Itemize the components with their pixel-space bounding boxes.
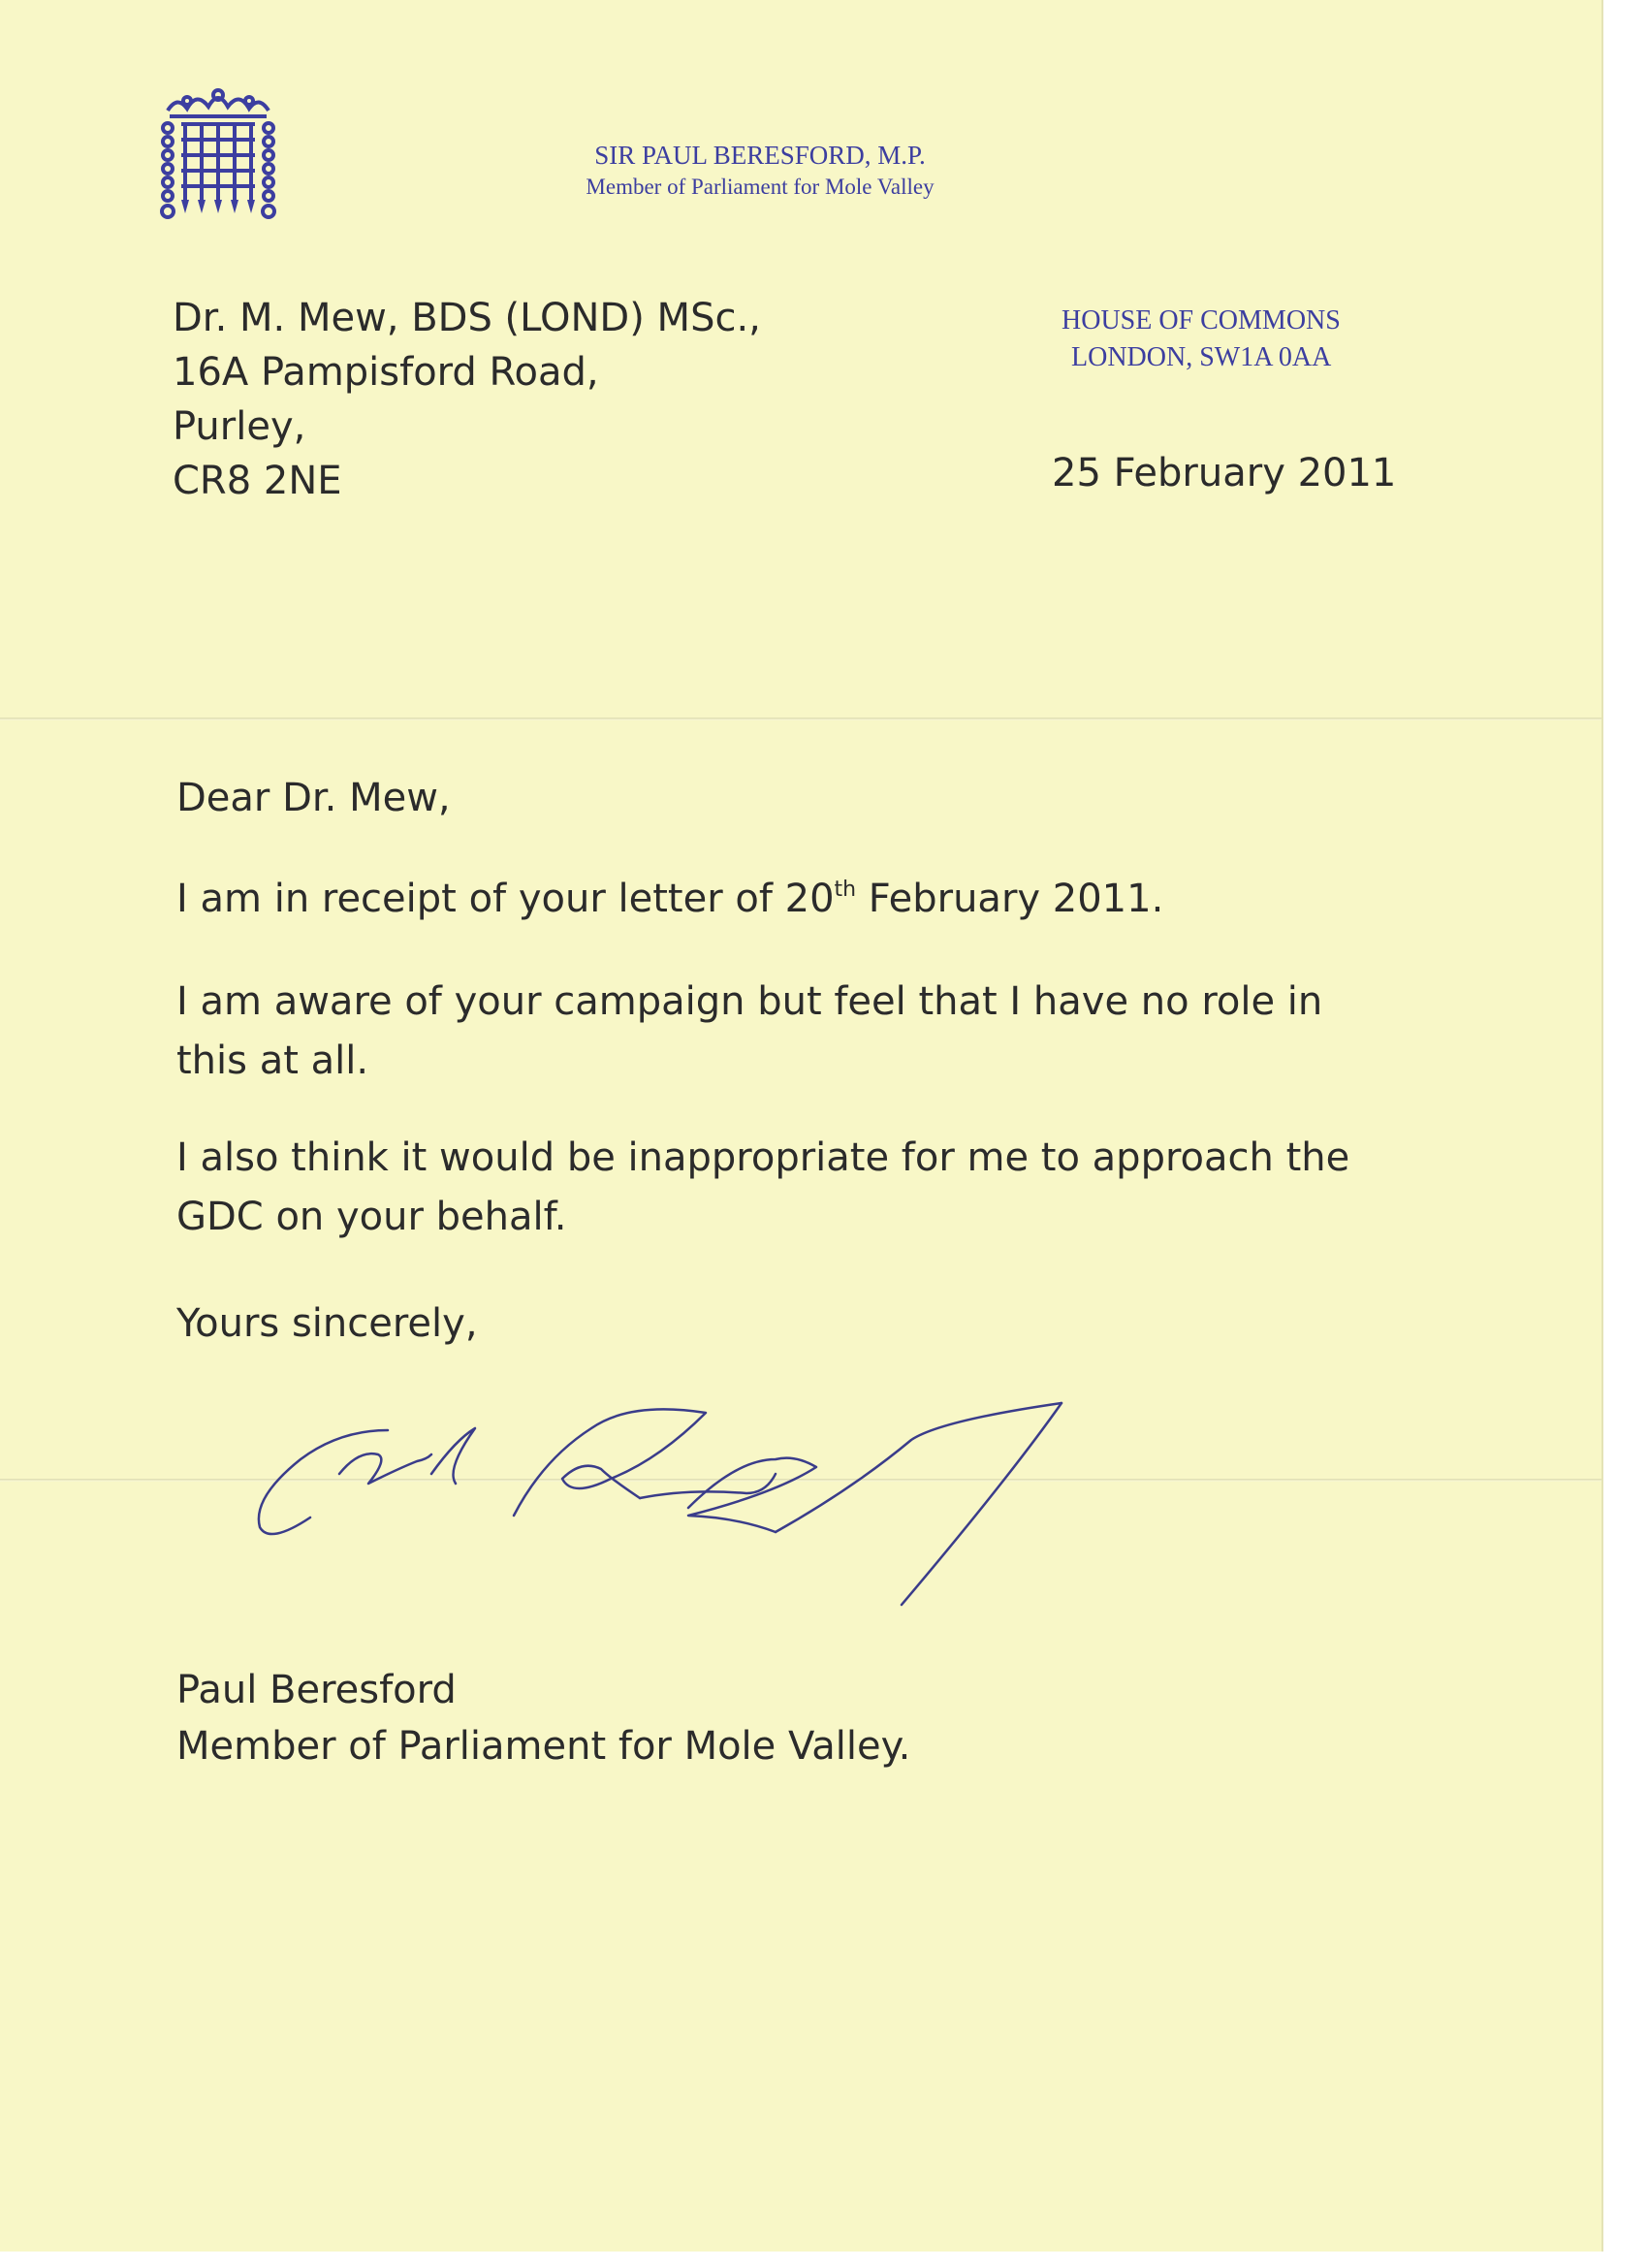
recipient-line-2: 16A Pampisford Road, [173, 350, 599, 395]
paragraph-2-line-2: this at all. [176, 1038, 369, 1083]
closing: Yours sincerely, [176, 1301, 478, 1346]
paragraph-3-line-1: I also think it would be inappropriate for me to approach the [176, 1135, 1350, 1180]
office-line-1: HOUSE OF COMMONS [1062, 305, 1341, 335]
paragraph-2 [176, 973, 1322, 1091]
paragraph-1-rest: February 2011. [856, 877, 1164, 921]
signatory-title: Member of Parliament for Mole Valley. [176, 1724, 911, 1769]
signatory-block [176, 1662, 910, 1774]
paragraph-3 [176, 1129, 1349, 1247]
paragraph-2-line-1: I am aware of your campaign but feel that I have no role in [176, 979, 1323, 1024]
paragraph-1-text: I am in receipt of your letter of 20 [176, 877, 835, 921]
ordinal-suffix: th [834, 878, 857, 902]
recipient-line-1: Dr. M. Mew, BDS (LOND) MSc., [173, 296, 761, 340]
recipient-address [173, 291, 761, 508]
fold-crease-top [0, 718, 1601, 720]
letter-date: 25 February 2011 [1052, 451, 1397, 495]
sender-name: SIR PAUL BERESFORD, M.P. [594, 141, 926, 170]
paragraph-1 [176, 870, 1163, 929]
office-line-2: LONDON, SW1A 0AA [1071, 342, 1332, 372]
sender-role: Member of Parliament for Mole Valley [586, 175, 935, 199]
paragraph-3-line-2: GDC on your behalf. [176, 1195, 567, 1239]
salutation: Dear Dr. Mew, [176, 776, 451, 820]
handwritten-signature [233, 1401, 1086, 1619]
recipient-line-3: Purley, [173, 404, 306, 449]
recipient-line-4: CR8 2NE [173, 459, 342, 503]
signatory-name: Paul Beresford [176, 1668, 457, 1712]
